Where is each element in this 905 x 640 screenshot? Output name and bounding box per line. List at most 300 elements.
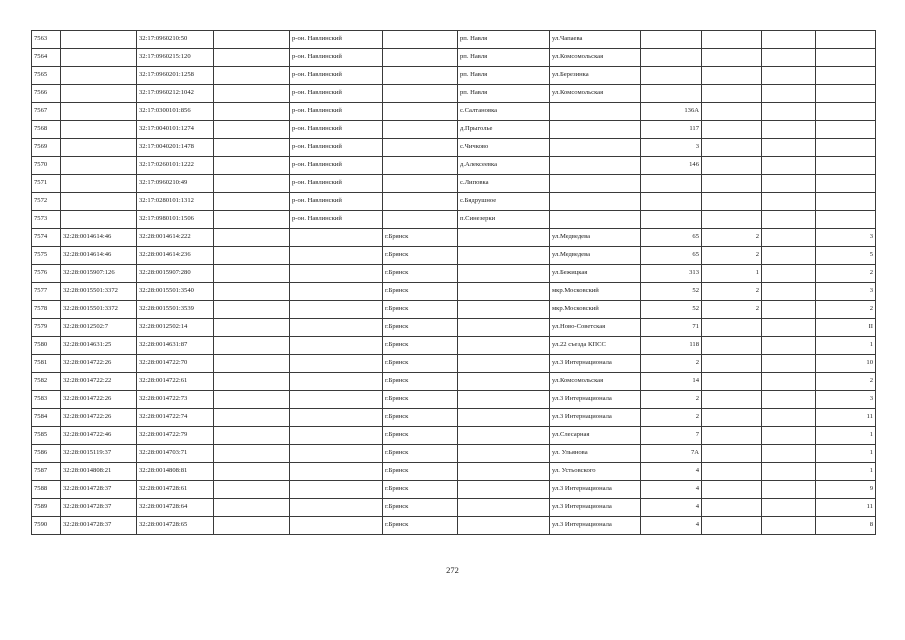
district-cell [290,247,383,265]
apartment-cell [816,67,876,85]
parcel-number-cell: 32:28:0015501:3372 [61,283,137,301]
settlement-cell: д.Алексеевка [458,157,550,175]
extra-field-cell [214,139,290,157]
extra-field-2-cell [762,211,816,229]
extra-field-cell [214,301,290,319]
city-cell: г.Брянск [383,481,458,499]
street-cell: ул.Березинка [550,67,641,85]
row-number-cell: 7563 [32,31,61,49]
parcel-number-cell: 32:28:0015907:126 [61,265,137,283]
city-cell: г.Брянск [383,409,458,427]
settlement-cell [458,517,550,535]
cadastral-number-cell: 32:17:0980101:1506 [137,211,214,229]
house-number-cell [641,31,702,49]
building-cell [702,67,762,85]
street-cell: ул.3 Интернационала [550,409,641,427]
apartment-cell: 10 [816,355,876,373]
extra-field-2-cell [762,193,816,211]
settlement-cell [458,337,550,355]
house-number-cell: 4 [641,499,702,517]
extra-field-cell [214,265,290,283]
table-row [32,139,876,157]
extra-field-2-cell [762,283,816,301]
row-number-cell: 7580 [32,337,61,355]
parcel-number-cell [61,85,137,103]
extra-field-2-cell [762,157,816,175]
cadastral-number-cell: 32:28:0014728:65 [137,517,214,535]
parcel-number-cell [61,67,137,85]
street-cell: ул.Ново-Советская [550,319,641,337]
city-cell: г.Брянск [383,517,458,535]
table-row [32,85,876,103]
apartment-cell: 5 [816,247,876,265]
extra-field-2-cell [762,319,816,337]
row-number-cell: 7577 [32,283,61,301]
extra-field-cell [214,121,290,139]
row-number-cell: 7567 [32,103,61,121]
building-cell: 1 [702,265,762,283]
settlement-cell: рп. Навля [458,31,550,49]
settlement-cell: рп. Навля [458,49,550,67]
city-cell [383,67,458,85]
house-number-cell: 4 [641,463,702,481]
apartment-cell: 1 [816,427,876,445]
city-cell: г.Брянск [383,319,458,337]
building-cell [702,139,762,157]
extra-field-cell [214,283,290,301]
extra-field-cell [214,445,290,463]
extra-field-2-cell [762,49,816,67]
table-row [32,373,876,391]
district-cell: р-он. Навлинский [290,121,383,139]
table-row [32,301,876,319]
extra-field-2-cell [762,409,816,427]
city-cell: г.Брянск [383,463,458,481]
extra-field-2-cell [762,499,816,517]
settlement-cell [458,409,550,427]
cadastral-number-cell: 32:17:0280101:1312 [137,193,214,211]
house-number-cell: 313 [641,265,702,283]
cadastral-number-cell: 32:28:0014614:222 [137,229,214,247]
cadastral-number-cell: 32:28:0014728:61 [137,481,214,499]
table-row [32,517,876,535]
house-number-cell: 4 [641,517,702,535]
street-cell: ул. Ульянова [550,445,641,463]
extra-field-cell [214,49,290,67]
district-cell [290,373,383,391]
city-cell: г.Брянск [383,373,458,391]
district-cell: р-он. Навлинский [290,157,383,175]
apartment-cell [816,175,876,193]
table-row [32,481,876,499]
settlement-cell [458,229,550,247]
city-cell: г.Брянск [383,301,458,319]
settlement-cell [458,481,550,499]
street-cell: ул.3 Интернационала [550,499,641,517]
building-cell [702,85,762,103]
house-number-cell: 65 [641,229,702,247]
extra-field-cell [214,229,290,247]
cadastral-number-cell: 32:17:0040201:1478 [137,139,214,157]
settlement-cell [458,445,550,463]
district-cell: р-он. Навлинский [290,49,383,67]
house-number-cell: 71 [641,319,702,337]
extra-field-cell [214,499,290,517]
district-cell [290,391,383,409]
street-cell: ул.Комсомольская [550,49,641,67]
settlement-cell: с.Чичково [458,139,550,157]
street-cell [550,211,641,229]
street-cell [550,175,641,193]
row-number-cell: 7573 [32,211,61,229]
row-number-cell: 7588 [32,481,61,499]
district-cell [290,301,383,319]
extra-field-cell [214,427,290,445]
extra-field-2-cell [762,139,816,157]
cadastral-number-cell: 32:17:0960210:49 [137,175,214,193]
district-cell [290,445,383,463]
extra-field-2-cell [762,373,816,391]
apartment-cell [816,139,876,157]
cadastral-number-cell: 32:28:0015501:3539 [137,301,214,319]
settlement-cell [458,463,550,481]
apartment-cell: 2 [816,373,876,391]
extra-field-cell [214,463,290,481]
row-number-cell: 7566 [32,85,61,103]
settlement-cell [458,301,550,319]
city-cell [383,211,458,229]
table-row [32,103,876,121]
settlement-cell: рп. Навля [458,85,550,103]
apartment-cell [816,211,876,229]
cadastral-number-cell: 32:17:0040101:1274 [137,121,214,139]
district-cell: р-он. Навлинский [290,103,383,121]
extra-field-2-cell [762,391,816,409]
extra-field-2-cell [762,445,816,463]
cadastral-number-cell: 32:28:0012502:14 [137,319,214,337]
building-cell: 2 [702,229,762,247]
parcel-number-cell: 32:28:0014722:22 [61,373,137,391]
table-body [32,31,876,535]
city-cell [383,157,458,175]
extra-field-cell [214,481,290,499]
settlement-cell: с.Липовка [458,175,550,193]
row-number-cell: 7569 [32,139,61,157]
house-number-cell: 4 [641,481,702,499]
cadastral-number-cell: 32:28:0014722:70 [137,355,214,373]
building-cell [702,445,762,463]
table-row [32,49,876,67]
building-cell [702,31,762,49]
table-row [32,211,876,229]
settlement-cell [458,247,550,265]
city-cell: г.Брянск [383,391,458,409]
city-cell: г.Брянск [383,337,458,355]
extra-field-2-cell [762,247,816,265]
house-number-cell [641,175,702,193]
building-cell [702,319,762,337]
extra-field-2-cell [762,67,816,85]
building-cell [702,391,762,409]
street-cell [550,103,641,121]
settlement-cell [458,373,550,391]
row-number-cell: 7579 [32,319,61,337]
apartment-cell [816,85,876,103]
building-cell [702,373,762,391]
parcel-number-cell: 32:28:0014722:26 [61,355,137,373]
extra-field-2-cell [762,175,816,193]
row-number-cell: 7574 [32,229,61,247]
apartment-cell: 2 [816,301,876,319]
district-cell: р-он. Навлинский [290,175,383,193]
extra-field-cell [214,85,290,103]
parcel-number-cell [61,193,137,211]
table-row [32,265,876,283]
building-cell [702,103,762,121]
row-number-cell: 7571 [32,175,61,193]
table-row [32,337,876,355]
house-number-cell: 118 [641,337,702,355]
city-cell [383,175,458,193]
street-cell: ул.3 Интернационала [550,481,641,499]
table-row [32,499,876,517]
house-number-cell: 14 [641,373,702,391]
house-number-cell [641,193,702,211]
settlement-cell: с.Бядрушное [458,193,550,211]
city-cell: г.Брянск [383,355,458,373]
extra-field-cell [214,103,290,121]
district-cell [290,337,383,355]
row-number-cell: 7590 [32,517,61,535]
row-number-cell: 7581 [32,355,61,373]
parcel-number-cell: 32:28:0015119:37 [61,445,137,463]
parcel-number-cell: 32:28:0014631:25 [61,337,137,355]
apartment-cell: 2 [816,265,876,283]
district-cell: р-он. Навлинский [290,67,383,85]
extra-field-cell [214,31,290,49]
apartment-cell: 3 [816,229,876,247]
extra-field-cell [214,175,290,193]
settlement-cell: рп. Навля [458,67,550,85]
extra-field-2-cell [762,355,816,373]
settlement-cell: п.Синезерки [458,211,550,229]
table-row [32,355,876,373]
city-cell [383,193,458,211]
apartment-cell: 9 [816,481,876,499]
extra-field-cell [214,373,290,391]
street-cell: ул.Комсомольская [550,85,641,103]
parcel-number-cell: 32:28:0014722:46 [61,427,137,445]
table-row [32,319,876,337]
city-cell [383,85,458,103]
parcel-number-cell: 32:28:0012502:7 [61,319,137,337]
apartment-cell: 1 [816,337,876,355]
parcel-number-cell [61,139,137,157]
district-cell [290,229,383,247]
city-cell: г.Брянск [383,445,458,463]
building-cell [702,409,762,427]
apartment-cell: II [816,319,876,337]
extra-field-cell [214,157,290,175]
row-number-cell: 7587 [32,463,61,481]
parcel-number-cell: 32:28:0014722:26 [61,409,137,427]
extra-field-2-cell [762,121,816,139]
building-cell [702,355,762,373]
building-cell: 2 [702,283,762,301]
extra-field-cell [214,355,290,373]
parcel-number-cell: 32:28:0014808:21 [61,463,137,481]
house-number-cell: 3 [641,139,702,157]
parcel-number-cell: 32:28:0014728:37 [61,499,137,517]
city-cell [383,49,458,67]
cadastral-number-cell: 32:28:0014614:236 [137,247,214,265]
district-cell [290,481,383,499]
settlement-cell [458,319,550,337]
district-cell [290,355,383,373]
house-number-cell [641,211,702,229]
house-number-cell: 2 [641,409,702,427]
table-row [32,391,876,409]
table-row [32,463,876,481]
extra-field-cell [214,193,290,211]
parcel-number-cell: 32:28:0014614:46 [61,247,137,265]
district-cell: р-он. Навлинский [290,139,383,157]
district-cell [290,499,383,517]
settlement-cell [458,283,550,301]
settlement-cell: д.Прыголье [458,121,550,139]
city-cell [383,103,458,121]
street-cell [550,121,641,139]
building-cell [702,49,762,67]
district-cell [290,463,383,481]
parcel-number-cell: 32:28:0014728:37 [61,517,137,535]
table-row [32,229,876,247]
city-cell: г.Брянск [383,265,458,283]
house-number-cell [641,49,702,67]
row-number-cell: 7576 [32,265,61,283]
house-number-cell: 7А [641,445,702,463]
apartment-cell: 1 [816,445,876,463]
apartment-cell [816,193,876,211]
city-cell [383,139,458,157]
street-cell: мкр.Московский [550,283,641,301]
apartment-cell [816,31,876,49]
extra-field-cell [214,391,290,409]
parcel-number-cell: 32:28:0015501:3372 [61,301,137,319]
street-cell: ул.Слесарная [550,427,641,445]
apartment-cell: 3 [816,283,876,301]
cadastral-number-cell: 32:28:0014808:81 [137,463,214,481]
building-cell [702,211,762,229]
building-cell [702,517,762,535]
apartment-cell: 3 [816,391,876,409]
cadastral-number-cell: 32:28:0014703:71 [137,445,214,463]
house-number-cell: 65 [641,247,702,265]
extra-field-2-cell [762,463,816,481]
extra-field-cell [214,67,290,85]
building-cell [702,463,762,481]
street-cell: ул.Чапаева [550,31,641,49]
district-cell: р-он. Навлинский [290,85,383,103]
cadastral-number-cell: 32:28:0015501:3540 [137,283,214,301]
extra-field-cell [214,247,290,265]
street-cell: ул.3 Интернационала [550,391,641,409]
table-row [32,445,876,463]
building-cell [702,175,762,193]
table-row [32,31,876,49]
table-row [32,283,876,301]
district-cell [290,283,383,301]
row-number-cell: 7583 [32,391,61,409]
city-cell [383,31,458,49]
apartment-cell: 8 [816,517,876,535]
building-cell: 2 [702,301,762,319]
table-row [32,193,876,211]
house-number-cell [641,85,702,103]
extra-field-cell [214,337,290,355]
city-cell: г.Брянск [383,247,458,265]
street-cell: ул. Устьовского [550,463,641,481]
cadastral-number-cell: 32:28:0014722:79 [137,427,214,445]
parcel-number-cell: 32:28:0014722:26 [61,391,137,409]
street-cell: ул.22 съезда КПСС [550,337,641,355]
apartment-cell [816,49,876,67]
cadastral-number-cell: 32:17:0960215:120 [137,49,214,67]
apartment-cell [816,121,876,139]
building-cell [702,481,762,499]
district-cell [290,265,383,283]
city-cell: г.Брянск [383,499,458,517]
row-number-cell: 7584 [32,409,61,427]
house-number-cell: 52 [641,283,702,301]
extra-field-2-cell [762,31,816,49]
district-cell: р-он. Навлинский [290,193,383,211]
cadastral-number-cell: 32:28:0015907:280 [137,265,214,283]
street-cell: мкр.Московский [550,301,641,319]
cadastral-number-cell: 32:17:0960210:50 [137,31,214,49]
settlement-cell [458,499,550,517]
building-cell [702,193,762,211]
extra-field-cell [214,211,290,229]
row-number-cell: 7575 [32,247,61,265]
extra-field-2-cell [762,103,816,121]
row-number-cell: 7565 [32,67,61,85]
settlement-cell [458,355,550,373]
row-number-cell: 7568 [32,121,61,139]
street-cell: ул.Комсомольская [550,373,641,391]
parcel-number-cell [61,49,137,67]
house-number-cell: 2 [641,355,702,373]
street-cell [550,193,641,211]
district-cell [290,517,383,535]
extra-field-2-cell [762,301,816,319]
extra-field-2-cell [762,517,816,535]
house-number-cell: 136А [641,103,702,121]
parcel-number-cell [61,103,137,121]
district-cell: р-он. Навлинский [290,211,383,229]
extra-field-2-cell [762,265,816,283]
cadastral-number-cell: 32:28:0014631:87 [137,337,214,355]
settlement-cell: с.Салтановка [458,103,550,121]
row-number-cell: 7564 [32,49,61,67]
settlement-cell [458,265,550,283]
table-row [32,409,876,427]
building-cell [702,337,762,355]
city-cell: г.Брянск [383,283,458,301]
cadastral-number-cell: 32:17:0300101:856 [137,103,214,121]
house-number-cell [641,67,702,85]
parcel-number-cell [61,157,137,175]
